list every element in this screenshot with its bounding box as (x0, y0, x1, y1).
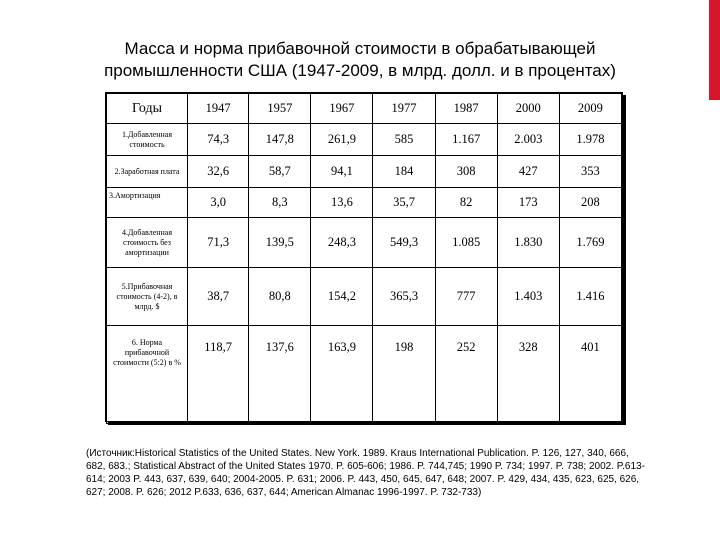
table-row (107, 124, 622, 156)
table-cell: 13,6 (311, 188, 373, 218)
header-year: 1957 (249, 94, 311, 124)
slide-title (60, 38, 660, 82)
header-year: 1947 (188, 94, 249, 124)
table-cell: 173 (497, 188, 559, 218)
table-cell: 94,1 (311, 156, 373, 188)
data-table-frame (105, 92, 623, 422)
table-cell: 261,9 (311, 124, 373, 156)
table-cell: 58,7 (249, 156, 311, 188)
table-cell: 1.830 (497, 218, 559, 268)
table-cell: 38,7 (188, 268, 249, 326)
header-years-label: Годы (107, 94, 188, 124)
header-year: 2009 (559, 94, 621, 124)
table-cell: 353 (559, 156, 621, 188)
table-cell: 71,3 (188, 218, 249, 268)
table-cell: 777 (435, 268, 497, 326)
table-cell: 549,3 (373, 218, 435, 268)
table-cell: 198 (373, 326, 435, 424)
table-row (107, 268, 622, 326)
table-cell: 80,8 (249, 268, 311, 326)
table-row (107, 188, 622, 218)
table-cell: 82 (435, 188, 497, 218)
table-cell: 137,6 (249, 326, 311, 424)
table-cell: 1.085 (435, 218, 497, 268)
table-cell: 118,7 (188, 326, 249, 424)
row-label: 3.Амортизация (107, 188, 188, 218)
table-cell: 248,3 (311, 218, 373, 268)
table-row (107, 326, 622, 424)
table-cell: 184 (373, 156, 435, 188)
table-cell: 427 (497, 156, 559, 188)
table-cell: 74,3 (188, 124, 249, 156)
accent-bar (709, 0, 720, 100)
table-cell: 208 (559, 188, 621, 218)
source-citation: (Источник:Historical Statistics of the United States. New York. 1989. Kraus International Publication. P. 126, 127, 340, 666, 682, 683.; Statistical Abstract of the United States 1970. P. 605-606; 1986. P. 744,745; 1990 P. 734; 1997. P. 738; 2002. P.613-614; 2003 P. 443, 637, 639, 640; 2004-2005. P. 631; 2006. P. 443, 450, 645, 647, 648; 2007. P. 429, 434, 435, 623, 625, 626, 627; 2008. P. 626; 2012 P.633, 636, 637, 644; American Almanac 1996-1997. P. 732-733) (86, 448, 645, 498)
row-label: 1.Добавленная стоимость (107, 124, 188, 156)
header-year: 2000 (497, 94, 559, 124)
table-header-row (107, 94, 622, 124)
table-cell: 308 (435, 156, 497, 188)
table-cell: 585 (373, 124, 435, 156)
row-label: 6. Норма прибавочной стоимости (5:2) в % (107, 326, 188, 424)
header-year: 1967 (311, 94, 373, 124)
row-label: 5.Прибавочная стоимость (4-2), в млрд. $ (107, 268, 188, 326)
table-cell: 32,6 (188, 156, 249, 188)
table-cell: 8,3 (249, 188, 311, 218)
data-table (106, 93, 622, 424)
table-row (107, 218, 622, 268)
table-row (107, 156, 622, 188)
table-cell: 1.403 (497, 268, 559, 326)
row-label: 4.Добавленная стоимость без амортизации (107, 218, 188, 268)
title-line-1: Масса и норма прибавочной стоимости в обрабатывающей (124, 39, 596, 58)
table-cell: 401 (559, 326, 621, 424)
table-cell: 154,2 (311, 268, 373, 326)
table-cell: 1.978 (559, 124, 621, 156)
table-cell: 1.416 (559, 268, 621, 326)
table-cell: 139,5 (249, 218, 311, 268)
table-cell: 163,9 (311, 326, 373, 424)
table-cell: 147,8 (249, 124, 311, 156)
table-cell: 365,3 (373, 268, 435, 326)
table-cell: 2.003 (497, 124, 559, 156)
header-year: 1987 (435, 94, 497, 124)
title-line-2: промышленности США (1947-2009, в млрд. долл. и в процентах) (104, 61, 616, 80)
row-label: 2.Заработная плата (107, 156, 188, 188)
table-cell: 252 (435, 326, 497, 424)
table-cell: 3,0 (188, 188, 249, 218)
table-cell: 328 (497, 326, 559, 424)
table-cell: 35,7 (373, 188, 435, 218)
header-year: 1977 (373, 94, 435, 124)
table-cell: 1.167 (435, 124, 497, 156)
table-cell: 1.769 (559, 218, 621, 268)
